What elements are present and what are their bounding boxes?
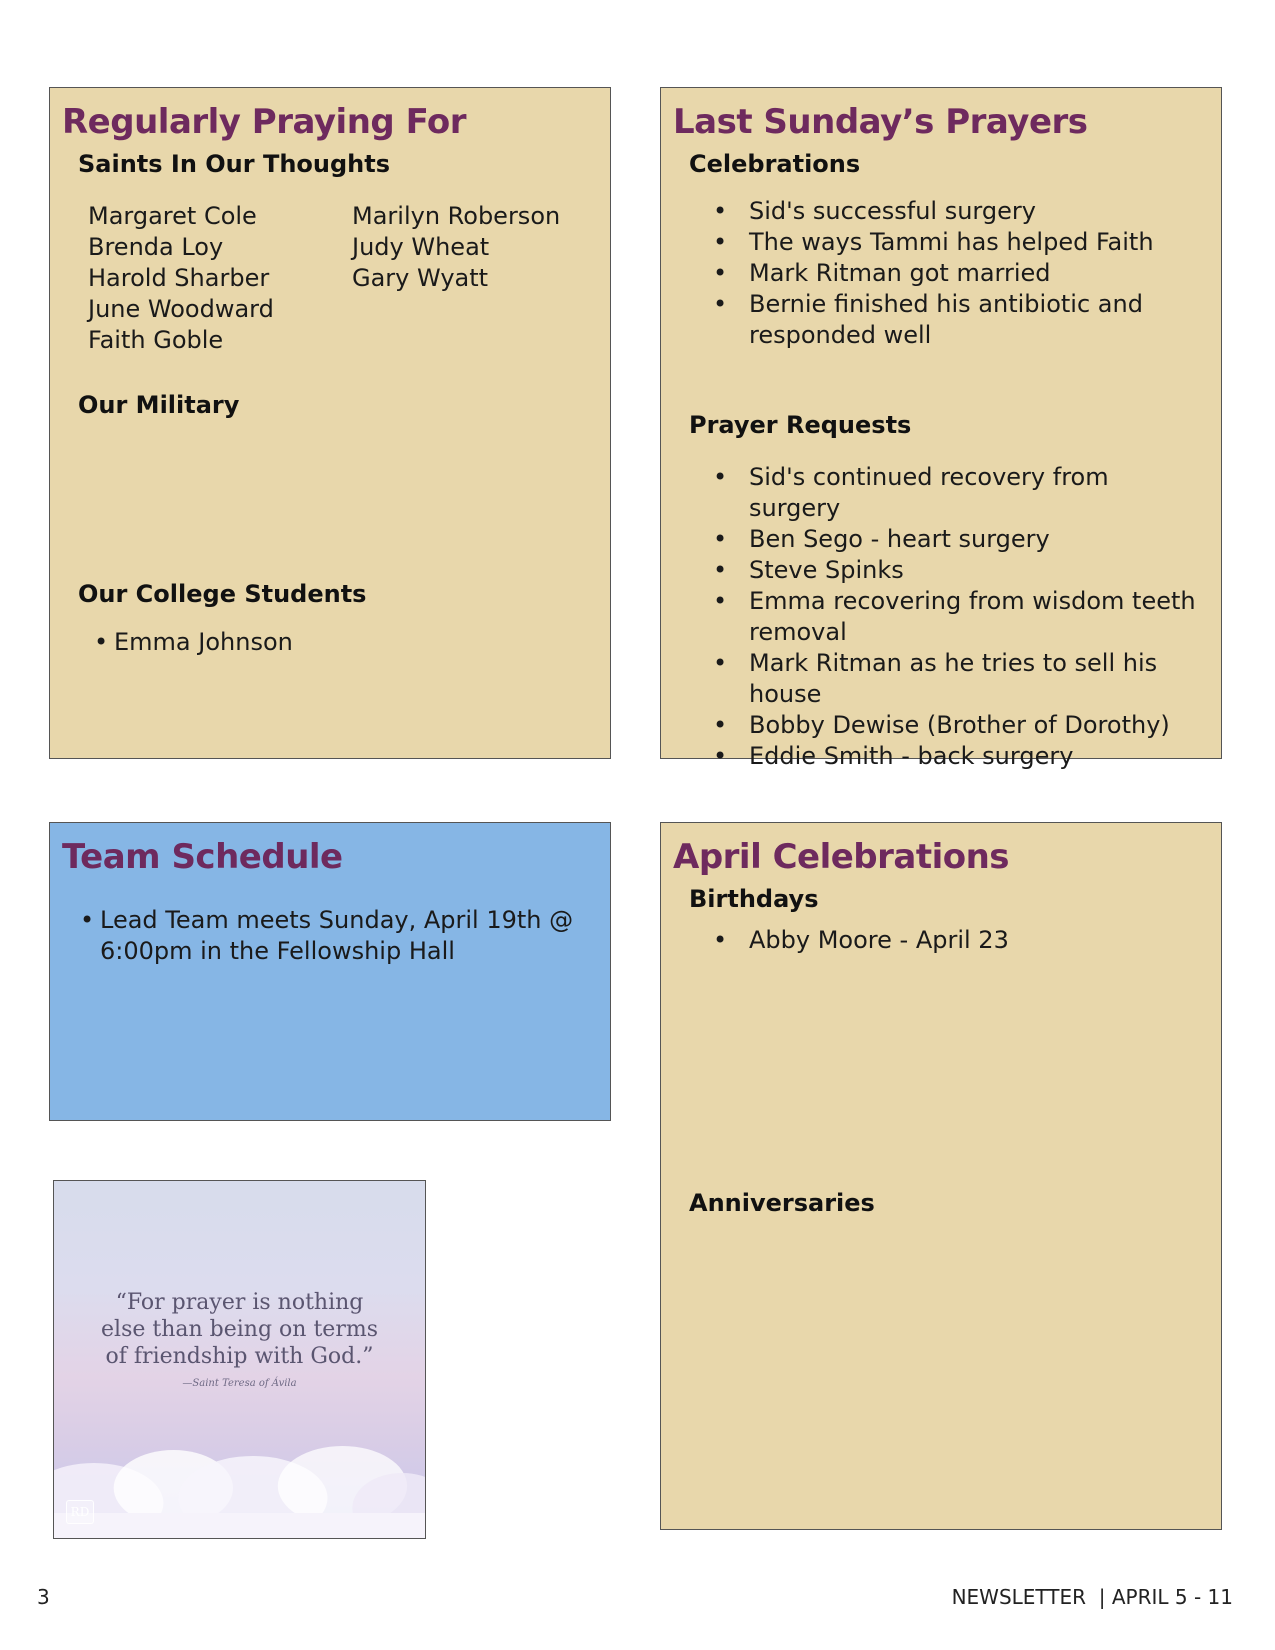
list-item: • Sid's successful surgery	[713, 196, 1203, 227]
quote-image	[53, 1180, 426, 1539]
saint-name: Harold Sharber	[88, 264, 270, 292]
saints-column-2	[352, 201, 560, 294]
list-item: • Bobby Dewise (Brother of Dorothy)	[713, 710, 1203, 741]
saint-name: Gary Wyatt	[352, 264, 489, 292]
saint-name: Brenda Loy	[88, 233, 224, 261]
last-sunday-title: Last Sunday’s Prayers	[673, 102, 1088, 142]
april-celebrations-box	[660, 822, 1222, 1530]
praying-box	[49, 87, 611, 759]
saint-name: Judy Wheat	[352, 233, 490, 261]
saint-name: Faith Goble	[88, 326, 224, 354]
list-item: • Abby Moore - April 23	[713, 925, 1203, 956]
list-item: • Ben Sego - heart surgery	[713, 524, 1203, 555]
saint-name: Margaret Cole	[88, 202, 257, 230]
list-item: • Steve Spinks	[713, 555, 1203, 586]
team-schedule-box	[49, 822, 611, 1121]
page-number: 3	[37, 1585, 50, 1609]
saint-name: Marilyn Roberson	[352, 202, 561, 230]
list-item: • Emma Johnson	[94, 627, 293, 658]
requests-heading: Prayer Requests	[689, 411, 912, 439]
college-list	[94, 627, 293, 658]
requests-list	[713, 462, 1203, 772]
list-item: • Eddie Smith - back surgery	[713, 741, 1203, 772]
saints-heading: Saints In Our Thoughts	[78, 150, 391, 178]
footer-label: NEWSLETTER | APRIL 5 - 11	[951, 1585, 1233, 1609]
list-item: • The ways Tammi has helped Faith	[713, 227, 1203, 258]
list-item: • Mark Ritman as he tries to sell his house	[713, 648, 1203, 710]
april-celebrations-title: April Celebrations	[673, 837, 1010, 877]
birthdays-heading: Birthdays	[689, 885, 819, 913]
birthdays-list	[713, 925, 1203, 956]
last-sunday-box	[660, 87, 1222, 770]
rd-logo: RD	[66, 1500, 94, 1524]
list-item: • Sid's continued recovery from surgery	[713, 462, 1203, 524]
celebrations-heading: Celebrations	[689, 150, 861, 178]
celebrations-list	[713, 196, 1203, 351]
list-item: • Lead Team meets Sunday, April 19th @ 6:00pm in the Fellowship Hall	[80, 905, 580, 967]
anniversaries-heading: Anniversaries	[689, 1189, 875, 1217]
team-schedule-title: Team Schedule	[62, 837, 343, 877]
clouds-graphic	[54, 1408, 425, 1538]
list-item: • Emma recovering from wisdom teeth removal	[713, 586, 1203, 648]
saints-column-1	[88, 201, 274, 356]
college-heading: Our College Students	[78, 580, 367, 608]
list-item: • Mark Ritman got married	[713, 258, 1203, 289]
team-schedule-list	[80, 905, 580, 967]
quote-text: “For prayer is nothing else than being on terms of friendship with God.”	[101, 1290, 378, 1369]
list-item: • Bernie finished his antibiotic and responded well	[713, 289, 1203, 351]
quote-attribution: —Saint Teresa of Ávila	[182, 1378, 297, 1389]
military-heading: Our Military	[78, 391, 240, 419]
praying-title: Regularly Praying For	[62, 102, 467, 142]
saint-name: June Woodward	[88, 295, 274, 323]
